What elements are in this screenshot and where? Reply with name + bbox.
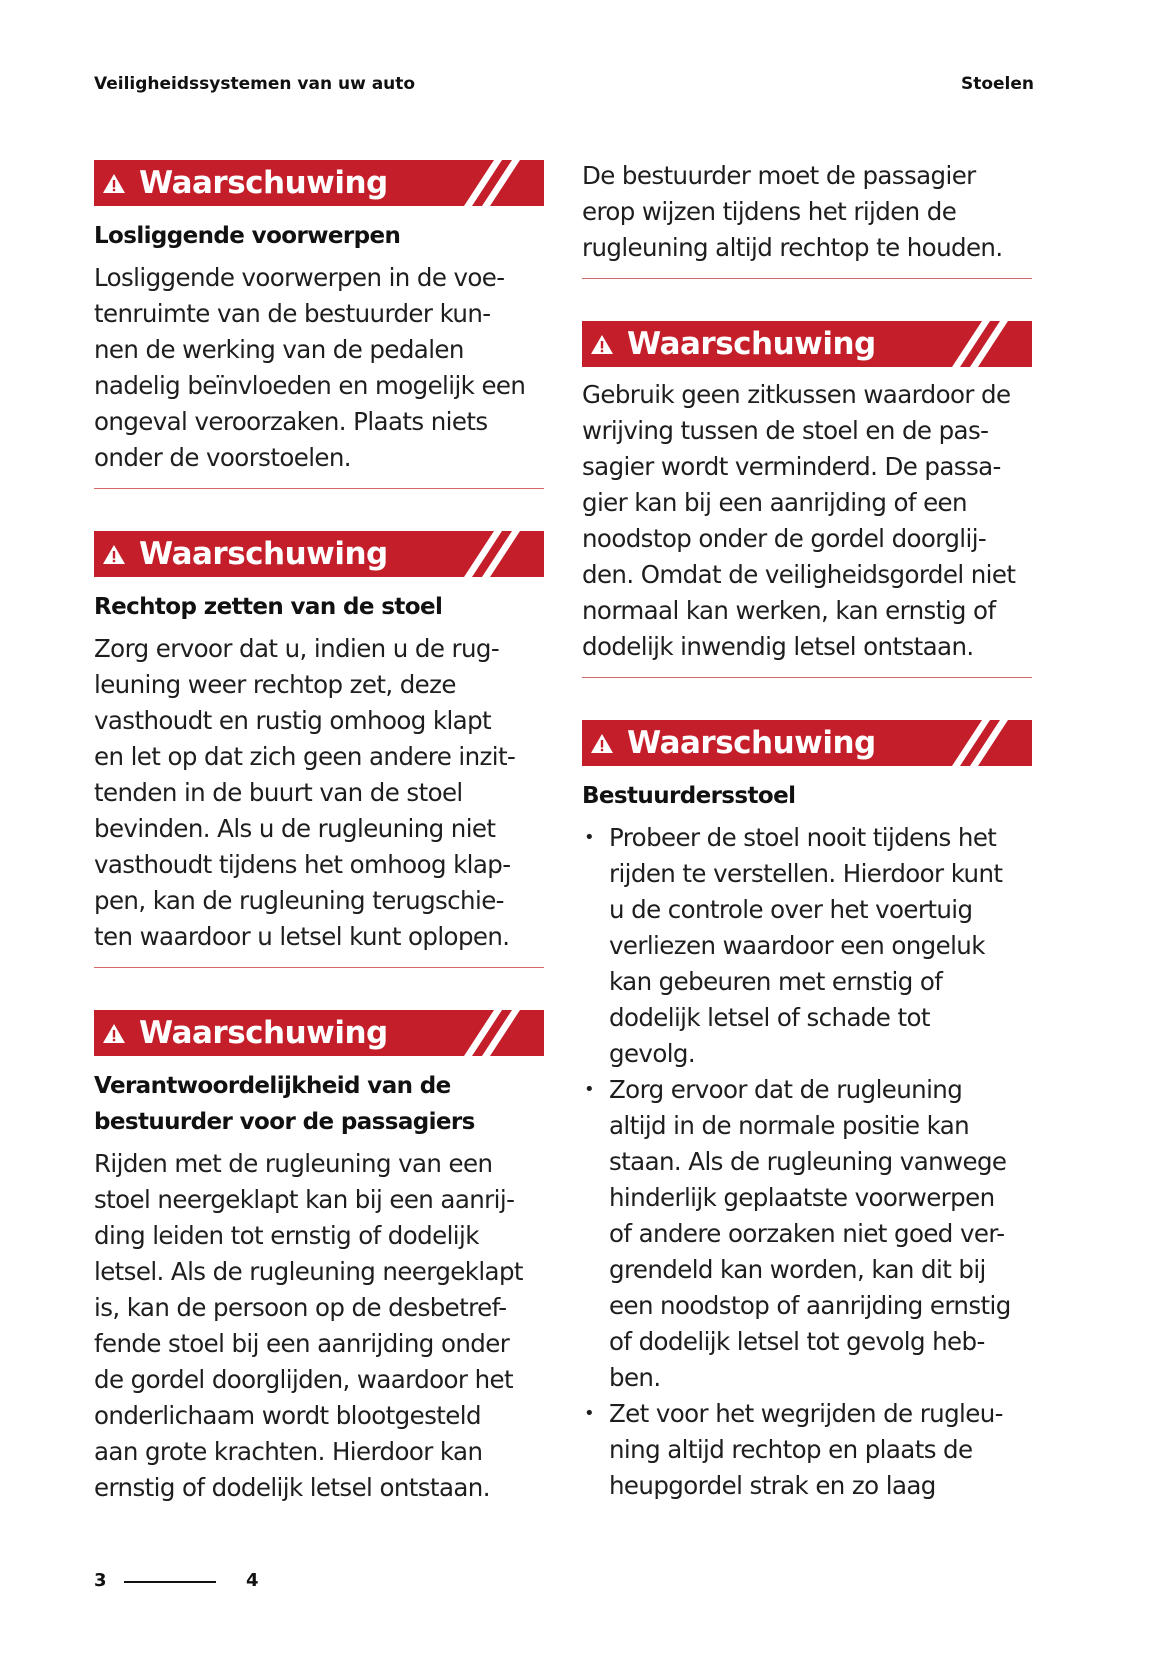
warning-triangle-icon — [590, 733, 614, 754]
warning-banner-label: Waarschuwing — [627, 326, 876, 362]
warning-banner-label: Waarschuwing — [627, 725, 876, 761]
warning-triangle-icon — [102, 1023, 126, 1044]
warning-heading: Losliggende voorwerpen — [94, 223, 401, 249]
warning-banner — [582, 720, 1032, 766]
warning-heading: Rechtop zetten van de stoel — [94, 594, 443, 620]
list-item — [582, 1396, 1032, 1504]
warning-text: Rijden met de rugleuning van een stoel neergeklapt kan bij een aanrij- ding leiden tot ernstig of dodelijk letsel. Als de rugleuning neergeklapt is, kan de persoon op de desbetref- fende stoel bij een aanrijding onder de gordel doorglijden, waardoor het onderlichaam wordt blootgesteld aan grote krachten. Hierdoor kan ernstig of dodelijk letsel ontstaan. — [94, 1149, 523, 1502]
page-number-left: 3 — [94, 1570, 107, 1591]
list-item-text: Probeer de stoel nooit tijdens het rijden te verstellen. Hierdoor kunt u de controle over het voertuig verliezen waardoor een ongeluk kan gebeuren met ernstig of dodelijk letsel of schade tot gevolg. — [609, 823, 1003, 1068]
running-header-right: Stoelen — [960, 74, 1034, 94]
warning-heading: Verantwoordelijkheid van de bestuurder voor de passagiers — [94, 1073, 475, 1135]
warning-heading: Bestuurdersstoel — [582, 783, 796, 809]
footer-rule — [124, 1581, 216, 1583]
continuation-text: De bestuurder moet de passagier erop wijzen tijdens het rijden de rugleuning altijd rechtop te houden. — [582, 161, 1003, 262]
warning-text: Losliggende voorwerpen in de voe- tenruimte van de bestuurder kun- nen de werking van de pedalen nadelig beïnvloeden en mogelijk een ongeval veroorzaken. Plaats niets onder de voorstoelen. — [94, 263, 526, 472]
list-item-text: Zet voor het wegrijden de rugleu- ning altijd rechtop en plaats de heupgordel strak en zo laag — [609, 1399, 1003, 1500]
warning-banner — [94, 531, 544, 577]
banner-stripes — [454, 531, 544, 577]
bullet-icon: • — [584, 827, 595, 848]
warning-banner — [94, 1010, 544, 1056]
banner-stripes — [942, 720, 1032, 766]
running-header-left: Veiligheidssystemen van uw auto — [94, 74, 416, 94]
warning-banner-label: Waarschuwing — [139, 536, 388, 572]
warning-text: Gebruik geen zitkussen waardoor de wrijving tussen de stoel en de pas- sagier wordt verminderd. De passa- gier kan bij een aanrijding of een noodstop onder de gordel doorglij- den. Omdat de veiligheidsgordel niet normaal kan werken, kan ernstig of dodelijk inwendig letsel ontstaan. — [582, 380, 1016, 661]
warning-triangle-icon — [102, 173, 126, 194]
list-item — [582, 1072, 1032, 1396]
warning-triangle-icon — [590, 334, 614, 355]
warning-text: Zorg ervoor dat u, indien u de rug- leuning weer rechtop zet, deze vasthoudt en rustig omhoog klapt en let op dat zich geen andere inzit- tenden in de buurt van de stoel bevinden. Als u de rugleuning niet vasthoudt tijdens het omhoog klap- pen, kan de rugleuning terugschie- ten waardoor u letsel kunt oplopen. — [94, 634, 516, 951]
list-item-text: Zorg ervoor dat de rugleuning altijd in de normale positie kan staan. Als de rugleuning vanwege hinderlijk geplaatste voorwerpen of andere oorzaken niet goed ver- grendeld kan worden, kan dit bij een noodstop of aanrijding ernstig of dodelijk letsel tot gevolg heb- ben. — [609, 1075, 1011, 1392]
warning-triangle-icon — [102, 544, 126, 565]
left-column — [94, 160, 544, 1506]
warning-banner — [94, 160, 544, 206]
bullet-icon: • — [584, 1079, 595, 1100]
warning-banner-label: Waarschuwing — [139, 1015, 388, 1051]
page-number-right: 4 — [246, 1570, 259, 1591]
right-column — [582, 158, 1032, 1504]
bullet-icon: • — [584, 1403, 595, 1424]
list-item — [582, 820, 1032, 1072]
banner-stripes — [454, 1010, 544, 1056]
banner-stripes — [942, 321, 1032, 367]
banner-stripes — [454, 160, 544, 206]
warning-banner-label: Waarschuwing — [139, 165, 388, 201]
bullet-list — [582, 820, 1032, 1504]
warning-banner — [582, 321, 1032, 367]
